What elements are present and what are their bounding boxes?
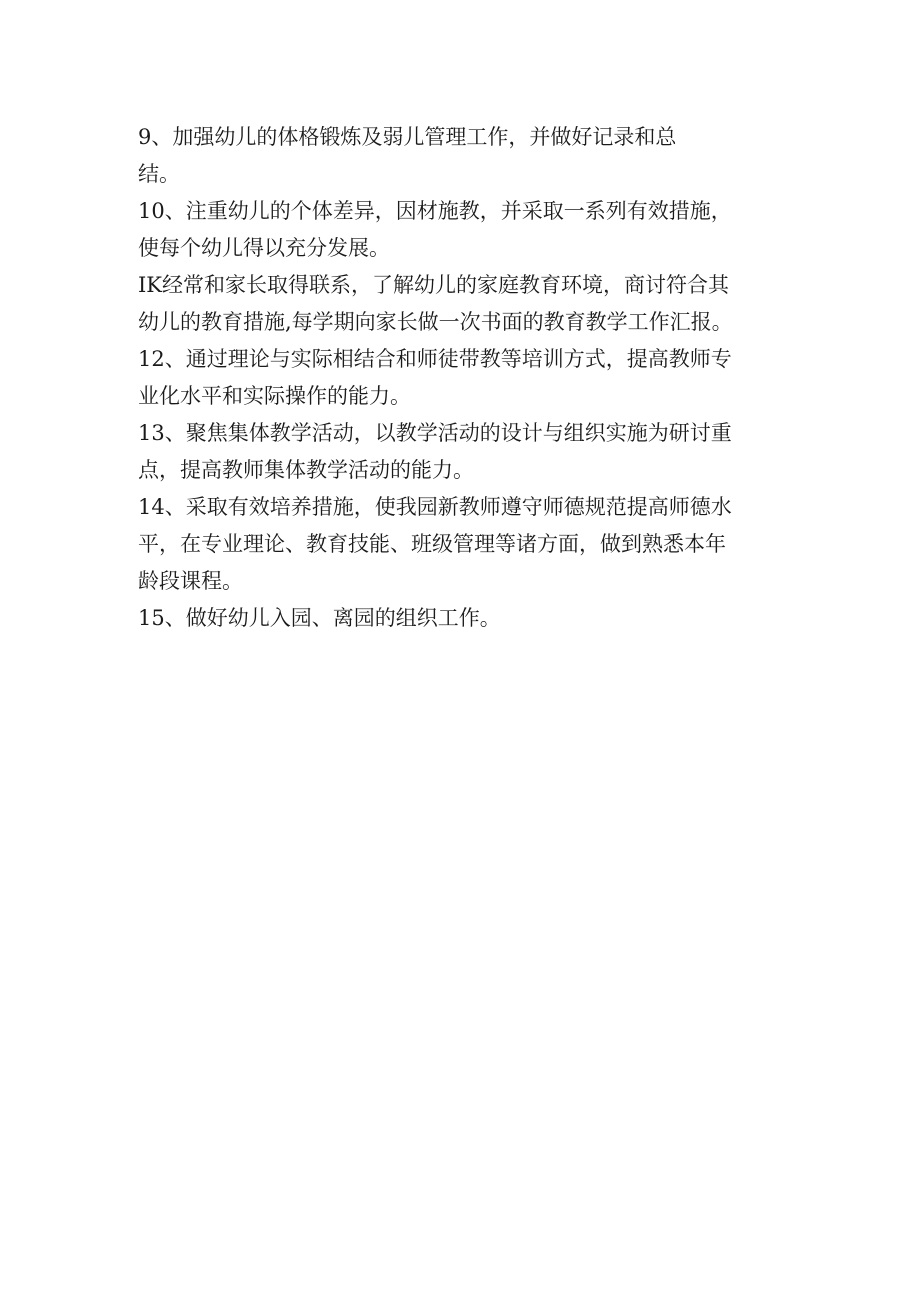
text-line: 点，提高教师集体教学活动的能力。 [138,458,474,482]
text-line: 使每个幼儿得以充分发展。 [138,236,390,260]
item-15 [138,600,808,637]
text-line: 结。 [138,162,180,186]
item-12 [138,341,808,415]
item-9 [138,119,808,193]
item-11 [138,267,808,341]
text-line: 10、注重幼儿的个体差异，因材施教，并采取一系列有效措施， [138,199,732,223]
text-line: 14、采取有效培养措施，使我园新教师遵守师德规范提高师德水 [138,495,732,519]
text-line: 业化水平和实际操作的能力。 [138,384,411,408]
text-line: 幼儿的教育措施,每学期向家长做一次书面的教育教学工作汇报。 [138,310,733,334]
text-line: 龄段课程。 [138,569,243,593]
text-line: 15、做好幼儿入园、离园的组织工作。 [138,606,501,630]
text-line: IK经常和家长取得联系，了解幼儿的家庭教育环境，商讨符合其 [138,273,729,297]
text-line: 9、加强幼儿的体格锻炼及弱儿管理工作，并做好记录和总 [138,125,677,149]
text-line: 12、通过理论与实际相结合和师徒带教等培训方式，提高教师专 [138,347,732,371]
item-14 [138,489,808,600]
item-13 [138,415,808,489]
document-body [138,119,808,637]
text-line: 13、聚焦集体教学活动，以教学活动的设计与组织实施为研讨重 [138,421,732,445]
item-10 [138,193,808,267]
text-line: 平，在专业理论、教育技能、班级管理等诸方面，做到熟悉本年 [138,532,726,556]
